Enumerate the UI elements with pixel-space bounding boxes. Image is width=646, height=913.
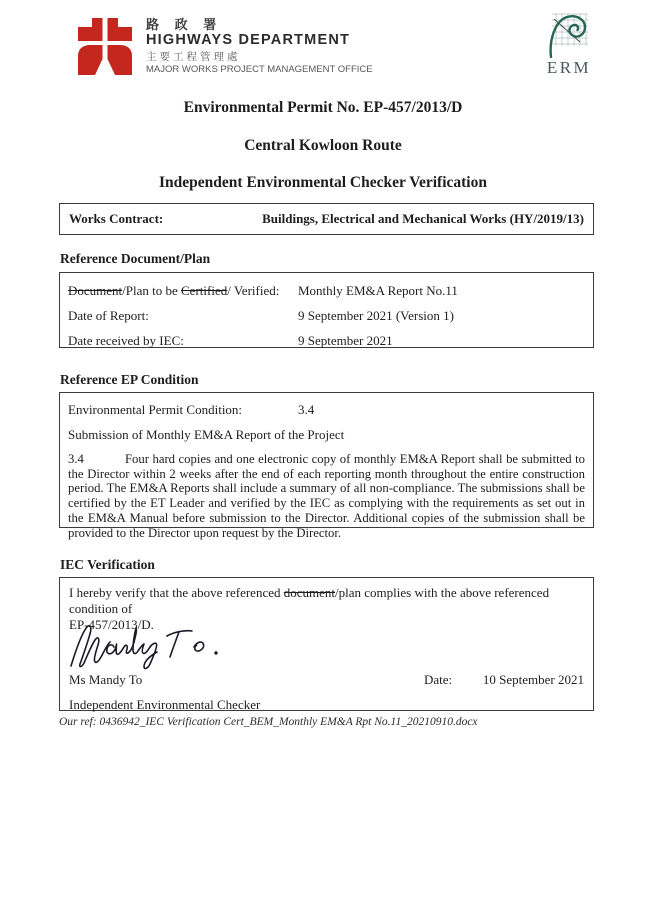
ep-clause-text: Four hard copies and one electronic copy of monthly EM&A Report shall be submitted to the Director within 2 weeks after the end of each reporting month throughout the entire construction period. The EM&A Reports shall include a summary of all non-compliance. The submissions shall be certified by the ET Leader and verified by the IEC as complying with the requirements as set out in the EM&A Manual before submission to the Director. Additional copies of the submission shall be provided to the Director upon request by the Director. [68, 452, 585, 540]
reference-document-box [59, 272, 594, 348]
date-of-report-value: 9 September 2021 (Version 1) [298, 308, 454, 323]
ep-condition-label: Environmental Permit Condition: [68, 402, 243, 417]
date-of-report-label: Date of Report: [68, 308, 149, 323]
erm-logo [538, 12, 600, 77]
works-contract-label: Works Contract: [69, 211, 164, 226]
date-received-value: 9 September 2021 [298, 333, 393, 348]
iec-verification-heading: IEC Verification [60, 557, 155, 572]
document-plan-row [68, 283, 585, 299]
project-title: Central Kowloon Route [244, 137, 402, 154]
document-plan-value: Monthly EM&A Report No.11 [298, 283, 458, 298]
date-received-label: Date received by IEC: [68, 333, 184, 348]
highways-department-logo-icon [76, 15, 134, 77]
signatory-name: Ms Mandy To [69, 672, 143, 687]
hyd-chinese-subtitle: 主要工程管理處 [146, 51, 241, 63]
erm-fern-grid-icon [542, 12, 596, 58]
hyd-chinese-title: 路 政 署 [146, 17, 223, 32]
permit-number-title: Environmental Permit No. EP-457/2013/D [183, 99, 463, 116]
erm-label: ERM [546, 58, 592, 77]
ep-condition-value: 3.4 [298, 402, 315, 417]
date-of-report-row [68, 308, 585, 324]
reference-document-heading: Reference Document/Plan [60, 251, 211, 266]
document-plan-label: Document/Plan to be Certified/ Verified: [68, 283, 280, 298]
reference-ep-box [59, 392, 594, 540]
works-contract-value: Buildings, Electrical and Mechanical Works (HY/2019/13) [262, 211, 584, 226]
reference-ep-heading: Reference EP Condition [60, 372, 199, 387]
date-value: 10 September 2021 [482, 672, 584, 687]
hyd-english-subtitle: MAJOR WORKS PROJECT MANAGEMENT OFFICE [146, 64, 373, 75]
iec-verification-statement: I hereby verify that the above referenced document/plan complies with the above referenced condition of EP-457/2013/D. [69, 585, 550, 632]
signature-handwriting [66, 620, 226, 672]
our-ref-footnote: Our ref: 0436942_IEC Verification Cert_BEM_Monthly EM&A Rpt No.11_20210910.docx [59, 716, 478, 728]
date-received-row [68, 333, 585, 349]
works-contract-box [59, 203, 594, 235]
date-label: Date: [424, 672, 453, 687]
highways-department-wordmark [146, 17, 373, 76]
document-type-title: Independent Environmental Checker Verification [159, 174, 487, 191]
signatory-title: Independent Environmental Checker [69, 697, 261, 712]
iec-verification-box [59, 577, 594, 711]
ep-clause-number: 3.4 [68, 452, 84, 466]
ep-subheading: Submission of Monthly EM&A Report of the Project [68, 427, 345, 442]
ep-condition-row [68, 402, 585, 418]
hyd-english-title: HIGHWAYS DEPARTMENT [146, 32, 351, 48]
ep-clause-paragraph [68, 452, 585, 540]
